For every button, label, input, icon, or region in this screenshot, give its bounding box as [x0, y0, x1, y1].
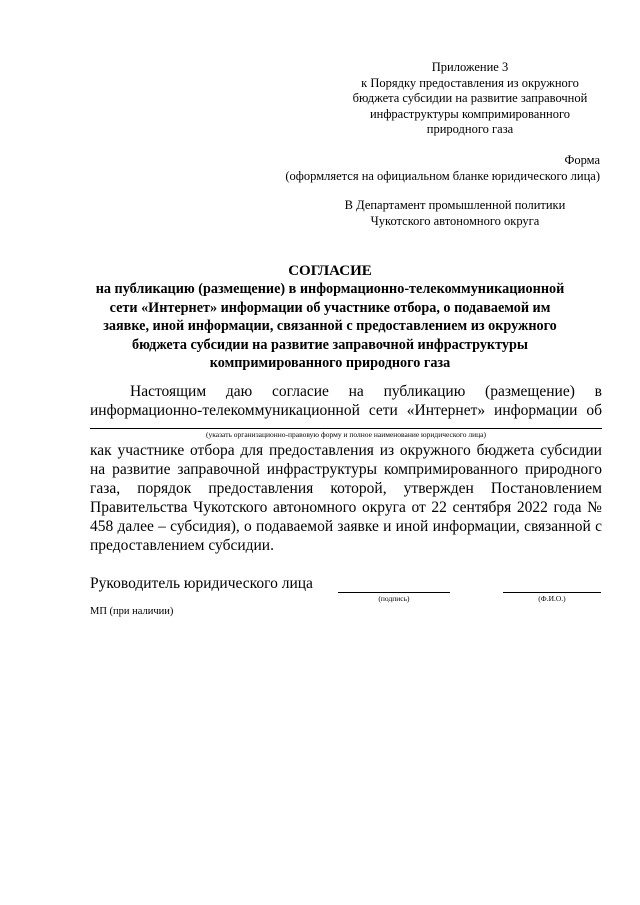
- appendix-reference-line: природного газа: [426, 122, 514, 136]
- consent-body-word: №: [587, 499, 602, 516]
- consent-body-word: подаваемой: [256, 518, 334, 535]
- consent-body-word: года: [553, 499, 582, 516]
- appendix-reference-line: к Порядку предоставления из окружного: [361, 75, 579, 90]
- title-main: СОГЛАСИЕ: [288, 263, 372, 279]
- consent-body-line: [90, 460, 602, 479]
- consent-body-word: 458: [90, 518, 114, 535]
- consent-body-word: Чукотского: [193, 499, 268, 516]
- consent-body-line: предоставлением субсидии.: [90, 537, 274, 554]
- consent-body-word: Постановлением: [490, 480, 602, 497]
- consent-body-word: Правительства: [90, 499, 188, 516]
- appendix-header: [320, 60, 620, 138]
- full-name-field[interactable]: [503, 592, 601, 593]
- consent-body-word: субсидии: [540, 442, 602, 459]
- consent-body-word: природного: [524, 461, 602, 478]
- consent-body-word: заправочной: [177, 461, 260, 478]
- consent-body-word: участнике: [117, 442, 185, 459]
- consent-body-line: [90, 517, 602, 536]
- title-line: на публикацию (размещение) в информационно-телекоммуникационной: [95, 281, 565, 298]
- consent-word: согласие: [272, 383, 329, 400]
- consent-body-text: [90, 441, 602, 555]
- consent-body-word: бюджета: [476, 442, 535, 459]
- consent-body-word: из: [379, 442, 395, 459]
- signature-hint: (подпись): [378, 594, 410, 603]
- title-line: сети «Интернет» информации об участнике отбора, о подаваемой им: [109, 299, 551, 316]
- title-line: заявке, иной информации, связанной с предоставлением из окружного: [103, 318, 557, 335]
- consent-word: «Интернет»: [406, 402, 486, 419]
- consent-word: на: [348, 383, 364, 400]
- consent-body-word: на: [90, 461, 106, 478]
- consent-body-word: отбора: [190, 442, 235, 459]
- title-line: компримированного природного газа: [209, 355, 451, 372]
- consent-word: информационно-телекоммуникационной: [90, 402, 360, 419]
- full-name-hint: (Ф.И.О.): [538, 594, 566, 603]
- consent-word: в: [594, 383, 602, 400]
- consent-word: информации: [494, 402, 578, 419]
- appendix-reference-line: бюджета субсидии на развитие заправочной: [352, 91, 588, 105]
- document-title: [60, 262, 600, 372]
- stamp-note: МП (при наличии): [90, 606, 174, 617]
- consent-body-word: для: [240, 442, 264, 459]
- form-label: Форма: [564, 153, 600, 167]
- consent-body-word: о: [244, 518, 252, 535]
- organization-name-hint: (указать организационно-правовую форму и полное наименование юридического лица): [205, 430, 486, 439]
- title-line: бюджета субсидии на развитие заправочной инфраструктуры: [132, 336, 528, 353]
- consent-body-word: компримированного: [383, 461, 518, 478]
- consent-body-line: [90, 479, 602, 498]
- addressee-line: Чукотского автономного округа: [370, 214, 540, 228]
- consent-body-word: 22: [431, 499, 447, 516]
- consent-body-word: окружного: [399, 442, 471, 459]
- consent-body-word: как: [90, 442, 112, 459]
- consent-body-word: газа,: [90, 480, 121, 497]
- consent-body-word: субсидия),: [170, 518, 240, 535]
- signer-label: Руководитель юридического лица: [90, 575, 313, 592]
- consent-body-word: которой,: [330, 480, 387, 497]
- addressee-block: [310, 197, 600, 229]
- consent-body-word: предоставления: [208, 480, 314, 497]
- form-label-block: [285, 152, 600, 184]
- consent-body-word: автономного: [272, 499, 357, 516]
- consent-body-word: заявке: [337, 518, 379, 535]
- consent-body-line: [90, 441, 602, 460]
- consent-body-word: связанной: [524, 518, 591, 535]
- consent-body-word: сентября: [452, 499, 512, 516]
- signature-field[interactable]: [338, 592, 450, 593]
- consent-body-word: далее: [117, 518, 154, 535]
- consent-body-line: [90, 498, 602, 517]
- consent-word: (размещение): [485, 383, 575, 400]
- consent-body-word: и: [383, 518, 392, 535]
- consent-line-2: [90, 401, 602, 420]
- consent-body-word: с: [595, 518, 602, 535]
- consent-body-word: от: [411, 499, 426, 516]
- appendix-number: Приложение 3: [431, 60, 509, 74]
- consent-body-word: предоставления: [268, 442, 374, 459]
- consent-line-1: [130, 382, 602, 401]
- consent-body-word: инфраструктуры: [266, 461, 378, 478]
- consent-word: об: [586, 402, 602, 419]
- consent-word: сети: [368, 402, 398, 419]
- appendix-reference-line: инфраструктуры компримированного: [369, 106, 571, 121]
- consent-body-word: иной: [395, 518, 429, 535]
- consent-word: публикацию: [383, 383, 466, 400]
- consent-body-word: порядок: [137, 480, 192, 497]
- consent-word: даю: [225, 383, 253, 400]
- consent-body-word: 2022: [516, 499, 548, 516]
- consent-body-word: утвержден: [403, 480, 474, 497]
- consent-body-word: развитие: [112, 461, 171, 478]
- consent-body: [90, 441, 602, 555]
- addressee-line: В Департамент промышленной политики: [344, 198, 566, 212]
- consent-word: Настоящим: [130, 383, 207, 400]
- organization-name-field[interactable]: [90, 428, 602, 429]
- consent-body-word: –: [158, 518, 166, 535]
- consent-body-word: информации,: [432, 518, 520, 535]
- form-note: (оформляется на официальном бланке юридического лица): [285, 169, 600, 183]
- consent-body-word: округа: [362, 499, 406, 516]
